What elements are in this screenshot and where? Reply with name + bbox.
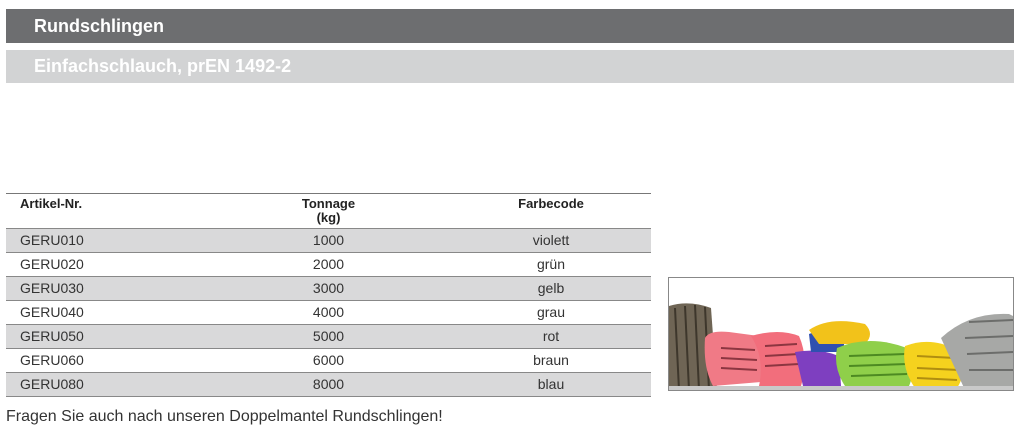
table-header bbox=[6, 194, 651, 229]
table-row bbox=[6, 301, 651, 325]
header-tonnage-line2: (kg) bbox=[316, 210, 341, 225]
cell-color: braun bbox=[533, 352, 569, 368]
subtitle-bar bbox=[6, 50, 1014, 83]
cell-tonnage: 2000 bbox=[312, 256, 345, 272]
cell-color: grau bbox=[536, 304, 566, 320]
cell-article: GERU020 bbox=[20, 256, 84, 272]
product-photo bbox=[668, 277, 1014, 391]
cell-color: grün bbox=[536, 256, 566, 272]
cell-article: GERU080 bbox=[20, 376, 84, 392]
table-row bbox=[6, 277, 651, 301]
footer-note: Fragen Sie auch nach unseren Doppelmantel Rundschlingen! bbox=[6, 408, 443, 425]
cell-tonnage: 4000 bbox=[312, 304, 345, 320]
cell-tonnage: 6000 bbox=[312, 352, 345, 368]
cell-color: violett bbox=[532, 232, 570, 248]
table-row bbox=[6, 229, 651, 253]
cell-color: gelb bbox=[537, 280, 565, 296]
round-slings-illustration bbox=[669, 278, 1013, 390]
product-table bbox=[6, 193, 651, 397]
page-title-bar bbox=[6, 9, 1014, 43]
table-row bbox=[6, 349, 651, 373]
header-article: Artikel-Nr. bbox=[20, 196, 83, 211]
table-row bbox=[6, 373, 651, 397]
cell-tonnage: 8000 bbox=[312, 376, 345, 392]
page-subtitle: Einfachschlauch, prEN 1492-2 bbox=[34, 56, 292, 76]
header-color: Farbecode bbox=[518, 196, 584, 211]
table-row bbox=[6, 325, 651, 349]
cell-article: GERU050 bbox=[20, 328, 84, 344]
table-row bbox=[6, 253, 651, 277]
cell-article: GERU060 bbox=[20, 352, 84, 368]
cell-color: rot bbox=[542, 328, 560, 344]
cell-article: GERU040 bbox=[20, 304, 84, 320]
cell-tonnage: 3000 bbox=[312, 280, 345, 296]
cell-article: GERU010 bbox=[20, 232, 84, 248]
cell-tonnage: 5000 bbox=[312, 328, 345, 344]
cell-color: blau bbox=[537, 376, 565, 392]
cell-tonnage: 1000 bbox=[312, 232, 345, 248]
header-tonnage bbox=[206, 194, 451, 228]
header-tonnage-line1: Tonnage bbox=[301, 196, 356, 211]
page-title: Rundschlingen bbox=[34, 16, 164, 36]
cell-article: GERU030 bbox=[20, 280, 84, 296]
